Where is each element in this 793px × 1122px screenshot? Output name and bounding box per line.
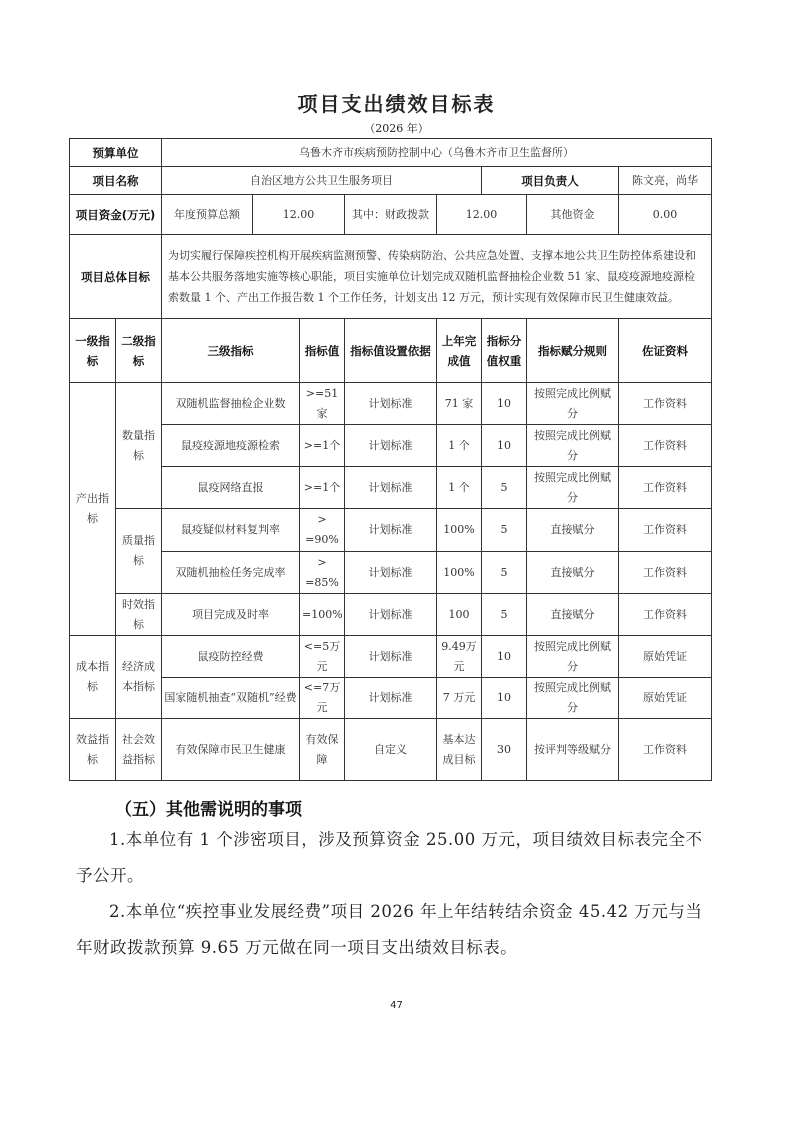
level1-indicator: 成本指标 [70, 636, 116, 719]
level3-indicator: 国家随机抽查“双随机”经费 [162, 678, 300, 719]
indicator-weight: 10 [482, 425, 527, 467]
indicator-weight: 10 [482, 678, 527, 719]
indicator-value: >=51家 [300, 383, 345, 425]
level1-indicator: 效益指标 [70, 719, 116, 781]
last-year-value: 100% [437, 509, 482, 552]
scoring-rule: 按照完成比例赋分 [527, 425, 619, 467]
indicator-row [70, 678, 712, 719]
level3-indicator: 鼠疫疑似材料复判率 [162, 509, 300, 552]
header-rule: 指标赋分规则 [527, 319, 619, 383]
evidence: 工作资料 [619, 594, 712, 636]
last-year-value: 7 万元 [437, 678, 482, 719]
indicator-row [70, 425, 712, 467]
indicator-value: <=5万元 [300, 636, 345, 678]
funds-label: 项目资金(万元) [70, 195, 162, 235]
project-name-label: 项目名称 [70, 167, 162, 195]
goal-text: 为切实履行保障疾控机构开展疾病监测预警、传染病防治、公共应急处置、支撑本地公共卫生防控体系建设和基本公共服务落地实施等核心职能，项目实施单位计划完成双随机监督抽检企业数 51 家、鼠疫疫源地疫源检索数量 1 个、产出工作报告数 1 个工作任务，计划支出 12 万元，预计实现有效保障市民卫生健康效益。 [162, 235, 712, 319]
section-title: （五）其他需说明的事项 [115, 800, 302, 820]
indicator-basis: 计划标准 [345, 383, 437, 425]
document-year: （2026 年） [364, 122, 429, 135]
indicator-weight: 5 [482, 552, 527, 594]
document-title: 项目支出绩效目标表 [297, 92, 496, 116]
indicator-basis: 计划标准 [345, 467, 437, 509]
indicator-value: > =85% [300, 552, 345, 594]
evidence: 工作资料 [619, 509, 712, 552]
level2-indicator: 数量指标 [116, 383, 162, 509]
scoring-rule: 按评判等级赋分 [527, 719, 619, 781]
budget-unit-value: 乌鲁木齐市疾病预防控制中心（乌鲁木齐市卫生监督所） [162, 139, 712, 167]
scoring-rule: 按照完成比例赋分 [527, 678, 619, 719]
scoring-rule: 直接赋分 [527, 509, 619, 552]
indicator-basis: 计划标准 [345, 425, 437, 467]
evidence: 工作资料 [619, 552, 712, 594]
scoring-rule: 按照完成比例赋分 [527, 636, 619, 678]
header-level1: 一级指标 [70, 319, 116, 383]
header-level3: 三级指标 [162, 319, 300, 383]
header-weight: 指标分值权重 [482, 319, 527, 383]
indicator-row [70, 636, 712, 678]
level2-indicator: 经济成本指标 [116, 636, 162, 719]
evidence: 原始凭证 [619, 678, 712, 719]
manager-value: 陈文亮，尚华 [619, 167, 712, 195]
level3-indicator: 项目完成及时率 [162, 594, 300, 636]
indicator-basis: 计划标准 [345, 636, 437, 678]
level3-indicator: 鼠疫网络直报 [162, 467, 300, 509]
indicator-weight: 10 [482, 636, 527, 678]
header-value: 指标值 [300, 319, 345, 383]
page-number: 47 [390, 1000, 403, 1011]
level2-indicator: 时效指标 [116, 594, 162, 636]
indicator-weight: 30 [482, 719, 527, 781]
indicator-value: =100% [300, 594, 345, 636]
indicator-value: > =90% [300, 509, 345, 552]
indicator-row [70, 552, 712, 594]
scoring-rule: 按照完成比例赋分 [527, 467, 619, 509]
last-year-value: 100% [437, 552, 482, 594]
indicator-value: >=1个 [300, 425, 345, 467]
last-year-value: 9.49万元 [437, 636, 482, 678]
last-year-value: 1 个 [437, 425, 482, 467]
annual-total-label: 年度预算总额 [162, 195, 253, 235]
indicator-row [70, 509, 712, 552]
indicator-row [70, 719, 712, 781]
manager-label: 项目负责人 [482, 167, 619, 195]
budget-unit-label: 预算单位 [70, 139, 162, 167]
level2-indicator: 社会效益指标 [116, 719, 162, 781]
level2-indicator: 质量指标 [116, 509, 162, 594]
indicator-row [70, 383, 712, 425]
level3-indicator: 有效保障市民卫生健康 [162, 719, 300, 781]
fiscal-value: 12.00 [437, 195, 527, 235]
indicator-row [70, 467, 712, 509]
indicator-value: >=1个 [300, 467, 345, 509]
fiscal-label: 其中：财政拨款 [345, 195, 437, 235]
project-name-value: 自治区地方公共卫生服务项目 [162, 167, 482, 195]
indicator-weight: 5 [482, 509, 527, 552]
performance-target-table [69, 138, 712, 781]
level3-indicator: 双随机监督抽检企业数 [162, 383, 300, 425]
indicator-value: <=7万元 [300, 678, 345, 719]
evidence: 工作资料 [619, 719, 712, 781]
header-level2: 二级指标 [116, 319, 162, 383]
annual-total-value: 12.00 [253, 195, 345, 235]
last-year-value: 基本达成目标 [437, 719, 482, 781]
level3-indicator: 鼠疫疫源地疫源检索 [162, 425, 300, 467]
level1-indicator: 产出指标 [70, 383, 116, 636]
indicator-weight: 10 [482, 383, 527, 425]
evidence: 原始凭证 [619, 636, 712, 678]
note-paragraph-1: 1.本单位有 1 个涉密项目，涉及预算资金 25.00 万元，项目绩效目标表完全不予公开。 [76, 830, 703, 885]
indicator-row [70, 594, 712, 636]
header-basis: 指标值设置依据 [345, 319, 437, 383]
indicator-basis: 计划标准 [345, 594, 437, 636]
indicator-weight: 5 [482, 467, 527, 509]
level3-indicator: 鼠疫防控经费 [162, 636, 300, 678]
note-paragraph-2: 2.本单位“疾控事业发展经费”项目 2026 年上年结转结余资金 45.42 万元与当年财政拨款预算 9.65 万元做在同一项目支出绩效目标表。 [76, 902, 703, 957]
last-year-value: 1 个 [437, 467, 482, 509]
indicator-value: 有效保障 [300, 719, 345, 781]
indicator-header-row [70, 319, 712, 383]
level3-indicator: 双随机抽检任务完成率 [162, 552, 300, 594]
evidence: 工作资料 [619, 467, 712, 509]
scoring-rule: 按照完成比例赋分 [527, 383, 619, 425]
evidence: 工作资料 [619, 383, 712, 425]
other-funds-label: 其他资金 [527, 195, 619, 235]
indicator-basis: 计划标准 [345, 509, 437, 552]
last-year-value: 100 [437, 594, 482, 636]
indicator-basis: 计划标准 [345, 552, 437, 594]
scoring-rule: 直接赋分 [527, 594, 619, 636]
header-evidence: 佐证资料 [619, 319, 712, 383]
goal-label: 项目总体目标 [70, 235, 162, 319]
header-last-year: 上年完成值 [437, 319, 482, 383]
evidence: 工作资料 [619, 425, 712, 467]
indicator-basis: 自定义 [345, 719, 437, 781]
indicator-basis: 计划标准 [345, 678, 437, 719]
other-funds-value: 0.00 [619, 195, 712, 235]
indicator-weight: 5 [482, 594, 527, 636]
last-year-value: 71 家 [437, 383, 482, 425]
scoring-rule: 直接赋分 [527, 552, 619, 594]
